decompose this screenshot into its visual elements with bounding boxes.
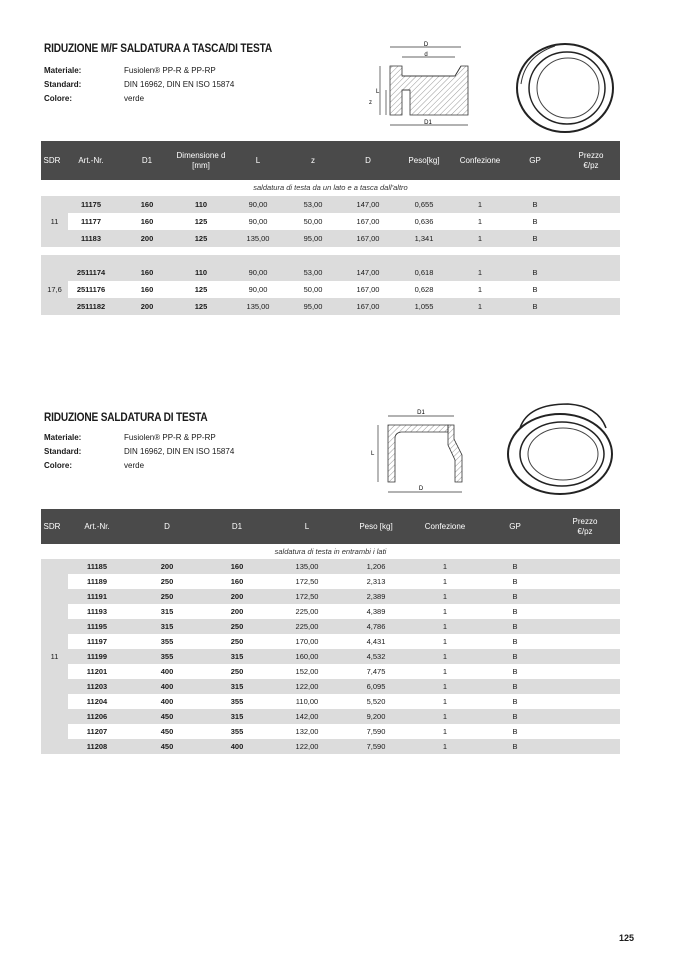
- materiale-value: Fusiolen® PP-R & PP-RP: [124, 66, 216, 75]
- table-row: [68, 619, 620, 634]
- cell-d: 315: [160, 607, 174, 616]
- cell-confezione: 1: [442, 697, 448, 706]
- standard-label: Standard:: [44, 447, 82, 456]
- cell-art-nr: 11183: [80, 234, 102, 243]
- cell-d: 315: [160, 622, 174, 631]
- product-image-2: [498, 398, 620, 498]
- dim-label-L: L: [376, 89, 380, 95]
- cell-d: 125: [194, 285, 208, 294]
- th-gp: GP: [529, 156, 541, 165]
- product-image-1: [505, 38, 620, 138]
- cell-d-outer: 167,00: [356, 217, 380, 226]
- cell-confezione: 1: [477, 302, 483, 311]
- cell-d1: 160: [140, 217, 154, 226]
- cell-d1: 315: [230, 682, 244, 691]
- cell-peso: 2,389: [366, 592, 386, 601]
- standard-value: DIN 16962, DIN EN ISO 15874: [124, 447, 235, 456]
- cell-confezione: 1: [442, 592, 448, 601]
- cell-l: 172,50: [295, 577, 319, 586]
- th-confezione: Confezione: [424, 522, 466, 531]
- th-prezzo: Prezzo €/pz: [572, 517, 598, 536]
- table-row: [68, 264, 620, 281]
- cell-peso: 7,590: [366, 727, 386, 736]
- cell-confezione: 1: [442, 682, 448, 691]
- cell-d-outer: 147,00: [356, 268, 380, 277]
- table-row: [68, 559, 620, 574]
- cell-gp: B: [512, 622, 518, 631]
- cell-d: 200: [160, 562, 174, 571]
- cell-z: 53,00: [303, 200, 323, 209]
- standard-value: DIN 16962, DIN EN ISO 15874: [124, 80, 235, 89]
- cell-gp: B: [512, 577, 518, 586]
- th-dimensione: Dimensione d [mm]: [176, 151, 226, 170]
- cell-gp: B: [512, 667, 518, 676]
- cell-confezione: 1: [442, 742, 448, 751]
- th-d: D: [164, 522, 170, 531]
- cell-gp: B: [532, 285, 538, 294]
- cell-confezione: 1: [442, 577, 448, 586]
- cell-peso: 0,628: [414, 285, 434, 294]
- table-row: [68, 230, 620, 247]
- cell-z: 95,00: [303, 302, 323, 311]
- materiale-label: Materiale:: [44, 66, 82, 75]
- cell-d: 450: [160, 727, 174, 736]
- cell-l: 172,50: [295, 592, 319, 601]
- cell-peso: 9,200: [366, 712, 386, 721]
- cell-d: 125: [194, 302, 208, 311]
- cell-art-nr: 11201: [86, 667, 108, 676]
- cell-gp: B: [512, 682, 518, 691]
- cell-l: 142,00: [295, 712, 319, 721]
- cell-peso: 0,618: [414, 268, 434, 277]
- table1-group-separator: [41, 255, 620, 264]
- cell-confezione: 1: [442, 637, 448, 646]
- cell-peso: 0,655: [414, 200, 434, 209]
- cell-z: 50,00: [303, 285, 323, 294]
- cell-l: 225,00: [295, 607, 319, 616]
- cell-l: 122,00: [295, 742, 319, 751]
- cell-art-nr: 11206: [86, 712, 108, 721]
- cell-art-nr: 11203: [86, 682, 108, 691]
- cell-confezione: 1: [477, 268, 483, 277]
- cell-peso: 7,590: [366, 742, 386, 751]
- cell-z: 53,00: [303, 268, 323, 277]
- reducer-wall-left: [388, 425, 448, 482]
- cell-confezione: 1: [477, 200, 483, 209]
- cell-gp: B: [512, 697, 518, 706]
- dim-label-L: L: [371, 451, 375, 457]
- cell-gp: B: [512, 727, 518, 736]
- th-confezione: Confezione: [459, 156, 501, 165]
- cell-gp: B: [512, 637, 518, 646]
- cell-d1: 160: [230, 577, 244, 586]
- cell-l: 170,00: [295, 637, 319, 646]
- cell-art-nr: 2511182: [76, 302, 106, 311]
- reducer-wall-right: [448, 425, 462, 482]
- table-row: [68, 739, 620, 754]
- cell-d1: 200: [230, 592, 244, 601]
- th-gp: GP: [509, 522, 521, 531]
- colore-value: verde: [124, 461, 145, 470]
- cell-art-nr: 11175: [80, 200, 102, 209]
- dim-label-D1: D1: [424, 120, 432, 126]
- colore-label: Colore:: [44, 94, 72, 103]
- dim-label-D: D: [423, 42, 429, 48]
- table-row: [68, 298, 620, 315]
- cell-d: 110: [194, 268, 208, 277]
- table-row: [68, 634, 620, 649]
- cell-d1: 355: [230, 727, 244, 736]
- cell-gp: B: [532, 200, 538, 209]
- cell-gp: B: [512, 562, 518, 571]
- table-row: [68, 604, 620, 619]
- cell-d1: 160: [140, 285, 154, 294]
- cell-l: 90,00: [248, 200, 268, 209]
- cell-d: 125: [194, 217, 208, 226]
- cell-confezione: 1: [477, 285, 483, 294]
- table-row: [68, 649, 620, 664]
- cell-l: 90,00: [248, 217, 268, 226]
- th-peso: Peso [kg]: [359, 522, 393, 531]
- cell-d1: 200: [140, 302, 154, 311]
- cell-peso: 4,786: [366, 622, 386, 631]
- cell-d1: 250: [230, 622, 244, 631]
- table-row: [68, 213, 620, 230]
- table-row: [68, 679, 620, 694]
- table-row: [68, 589, 620, 604]
- cell-gp: B: [532, 268, 538, 277]
- cell-confezione: 1: [442, 727, 448, 736]
- cell-confezione: 1: [442, 607, 448, 616]
- cell-d1: 250: [230, 667, 244, 676]
- materiale-label: Materiale:: [44, 433, 82, 442]
- cell-peso: 6,095: [366, 682, 386, 691]
- cell-l: 152,00: [295, 667, 319, 676]
- th-d1: D1: [231, 522, 243, 531]
- cell-peso: 4,532: [366, 652, 386, 661]
- colore-value: verde: [124, 94, 145, 103]
- cell-peso: 2,313: [366, 577, 386, 586]
- dim-label-D1: D1: [417, 410, 425, 416]
- cell-art-nr: 11191: [86, 592, 108, 601]
- cell-art-nr: 11204: [86, 697, 108, 706]
- cell-gp: B: [512, 607, 518, 616]
- cell-peso: 1,055: [414, 302, 434, 311]
- table1-header: [41, 141, 620, 180]
- th-sdr: SDR: [43, 156, 61, 165]
- cell-l: 135,00: [295, 562, 319, 571]
- cell-d: 400: [160, 682, 174, 691]
- cell-d1: 200: [140, 234, 154, 243]
- cell-confezione: 1: [442, 667, 448, 676]
- cell-gp: B: [532, 234, 538, 243]
- table2-note: saldatura di testa in entrambi i lati: [274, 547, 387, 556]
- cell-d-outer: 167,00: [356, 234, 380, 243]
- th-l: L: [255, 156, 261, 165]
- cell-d: 355: [160, 637, 174, 646]
- cell-d: 400: [160, 697, 174, 706]
- cell-d1: 400: [230, 742, 244, 751]
- th-l: L: [304, 522, 310, 531]
- table-row: [68, 724, 620, 739]
- table-row: [68, 709, 620, 724]
- cell-d: 110: [194, 200, 208, 209]
- cell-d: 250: [160, 577, 174, 586]
- cell-l: 90,00: [248, 268, 268, 277]
- cell-gp: B: [512, 712, 518, 721]
- cell-peso: 5,520: [366, 697, 386, 706]
- table-row: [68, 574, 620, 589]
- cell-d: 355: [160, 652, 174, 661]
- cell-d-outer: 147,00: [356, 200, 380, 209]
- table-row: [68, 664, 620, 679]
- th-prezzo: Prezzo €/pz: [578, 151, 604, 170]
- cell-d1: 160: [140, 268, 154, 277]
- cell-peso: 4,389: [366, 607, 386, 616]
- th-art-nr: Art.-Nr.: [84, 522, 110, 531]
- th-d: D: [365, 156, 371, 165]
- th-peso: Peso[kg]: [408, 156, 440, 165]
- dim-label-z: z: [369, 100, 372, 106]
- table2-sdr: 11: [41, 559, 68, 754]
- page-number: 125: [618, 933, 634, 943]
- cell-d1: 250: [230, 637, 244, 646]
- reducer-drawing-2: [358, 405, 473, 497]
- cell-d1: 315: [230, 652, 244, 661]
- cell-l: 122,00: [295, 682, 319, 691]
- cell-z: 50,00: [303, 217, 323, 226]
- section1-title: RIDUZIONE M/F SALDATURA A TASCA/DI TESTA: [44, 43, 272, 55]
- standard-label: Standard:: [44, 80, 82, 89]
- cell-d1: 355: [230, 697, 244, 706]
- cell-gp: B: [532, 302, 538, 311]
- cell-d1: 160: [140, 200, 154, 209]
- cell-l: 132,00: [295, 727, 319, 736]
- th-z: z: [311, 156, 315, 165]
- cell-l: 160,00: [295, 652, 319, 661]
- cell-d1: 315: [230, 712, 244, 721]
- cell-confezione: 1: [477, 217, 483, 226]
- colore-label: Colore:: [44, 461, 72, 470]
- cell-l: 110,00: [295, 697, 319, 706]
- table-row: [68, 196, 620, 213]
- cell-peso: 7,475: [366, 667, 386, 676]
- cell-art-nr: 11177: [80, 217, 102, 226]
- dim-label-d: d: [424, 52, 428, 58]
- cell-d1: 160: [230, 562, 244, 571]
- cell-art-nr: 11189: [86, 577, 108, 586]
- dim-label-D: D: [418, 486, 424, 492]
- section2-title: RIDUZIONE SALDATURA DI TESTA: [44, 412, 208, 424]
- table1-sdr-group2: 17,6: [41, 264, 68, 315]
- table-row: [68, 694, 620, 709]
- cell-art-nr: 11197: [86, 637, 108, 646]
- cell-d: 125: [194, 234, 208, 243]
- table1-sdr-group1: 11: [41, 196, 68, 247]
- cell-l: 90,00: [248, 285, 268, 294]
- cell-d: 450: [160, 742, 174, 751]
- materiale-value: Fusiolen® PP-R & PP-RP: [124, 433, 216, 442]
- cell-art-nr: 11195: [86, 622, 108, 631]
- cell-d: 450: [160, 712, 174, 721]
- cell-confezione: 1: [442, 622, 448, 631]
- cell-z: 95,00: [303, 234, 323, 243]
- table2-header: [41, 509, 620, 544]
- cell-peso: 1,206: [366, 562, 386, 571]
- cell-art-nr: 2511176: [76, 285, 106, 294]
- cell-art-nr: 11208: [86, 742, 108, 751]
- cell-art-nr: 11185: [86, 562, 108, 571]
- cell-d-outer: 167,00: [356, 285, 380, 294]
- th-sdr: SDR: [43, 522, 61, 531]
- th-art-nr: Art.-Nr.: [78, 156, 104, 165]
- cell-peso: 1,341: [414, 234, 434, 243]
- cell-art-nr: 11207: [86, 727, 108, 736]
- cell-l: 225,00: [295, 622, 319, 631]
- cell-l: 135,00: [246, 234, 270, 243]
- cell-confezione: 1: [477, 234, 483, 243]
- cell-art-nr: 11199: [86, 652, 108, 661]
- cell-gp: B: [532, 217, 538, 226]
- reducer-drawing-1: [358, 38, 488, 130]
- cell-confezione: 1: [442, 562, 448, 571]
- cell-d-outer: 167,00: [356, 302, 380, 311]
- cell-confezione: 1: [442, 652, 448, 661]
- cell-gp: B: [512, 652, 518, 661]
- cell-d1: 200: [230, 607, 244, 616]
- cell-art-nr: 11193: [86, 607, 108, 616]
- cell-gp: B: [512, 592, 518, 601]
- cell-peso: 4,431: [366, 637, 386, 646]
- cell-d: 400: [160, 667, 174, 676]
- cell-art-nr: 2511174: [76, 268, 106, 277]
- cell-confezione: 1: [442, 712, 448, 721]
- cell-d: 250: [160, 592, 174, 601]
- cell-peso: 0,636: [414, 217, 434, 226]
- cell-gp: B: [512, 742, 518, 751]
- table1-note: saldatura di testa da un lato e a tasca dall'altro: [253, 183, 408, 192]
- cell-l: 135,00: [246, 302, 270, 311]
- th-d1: D1: [141, 156, 153, 165]
- table-row: [68, 281, 620, 298]
